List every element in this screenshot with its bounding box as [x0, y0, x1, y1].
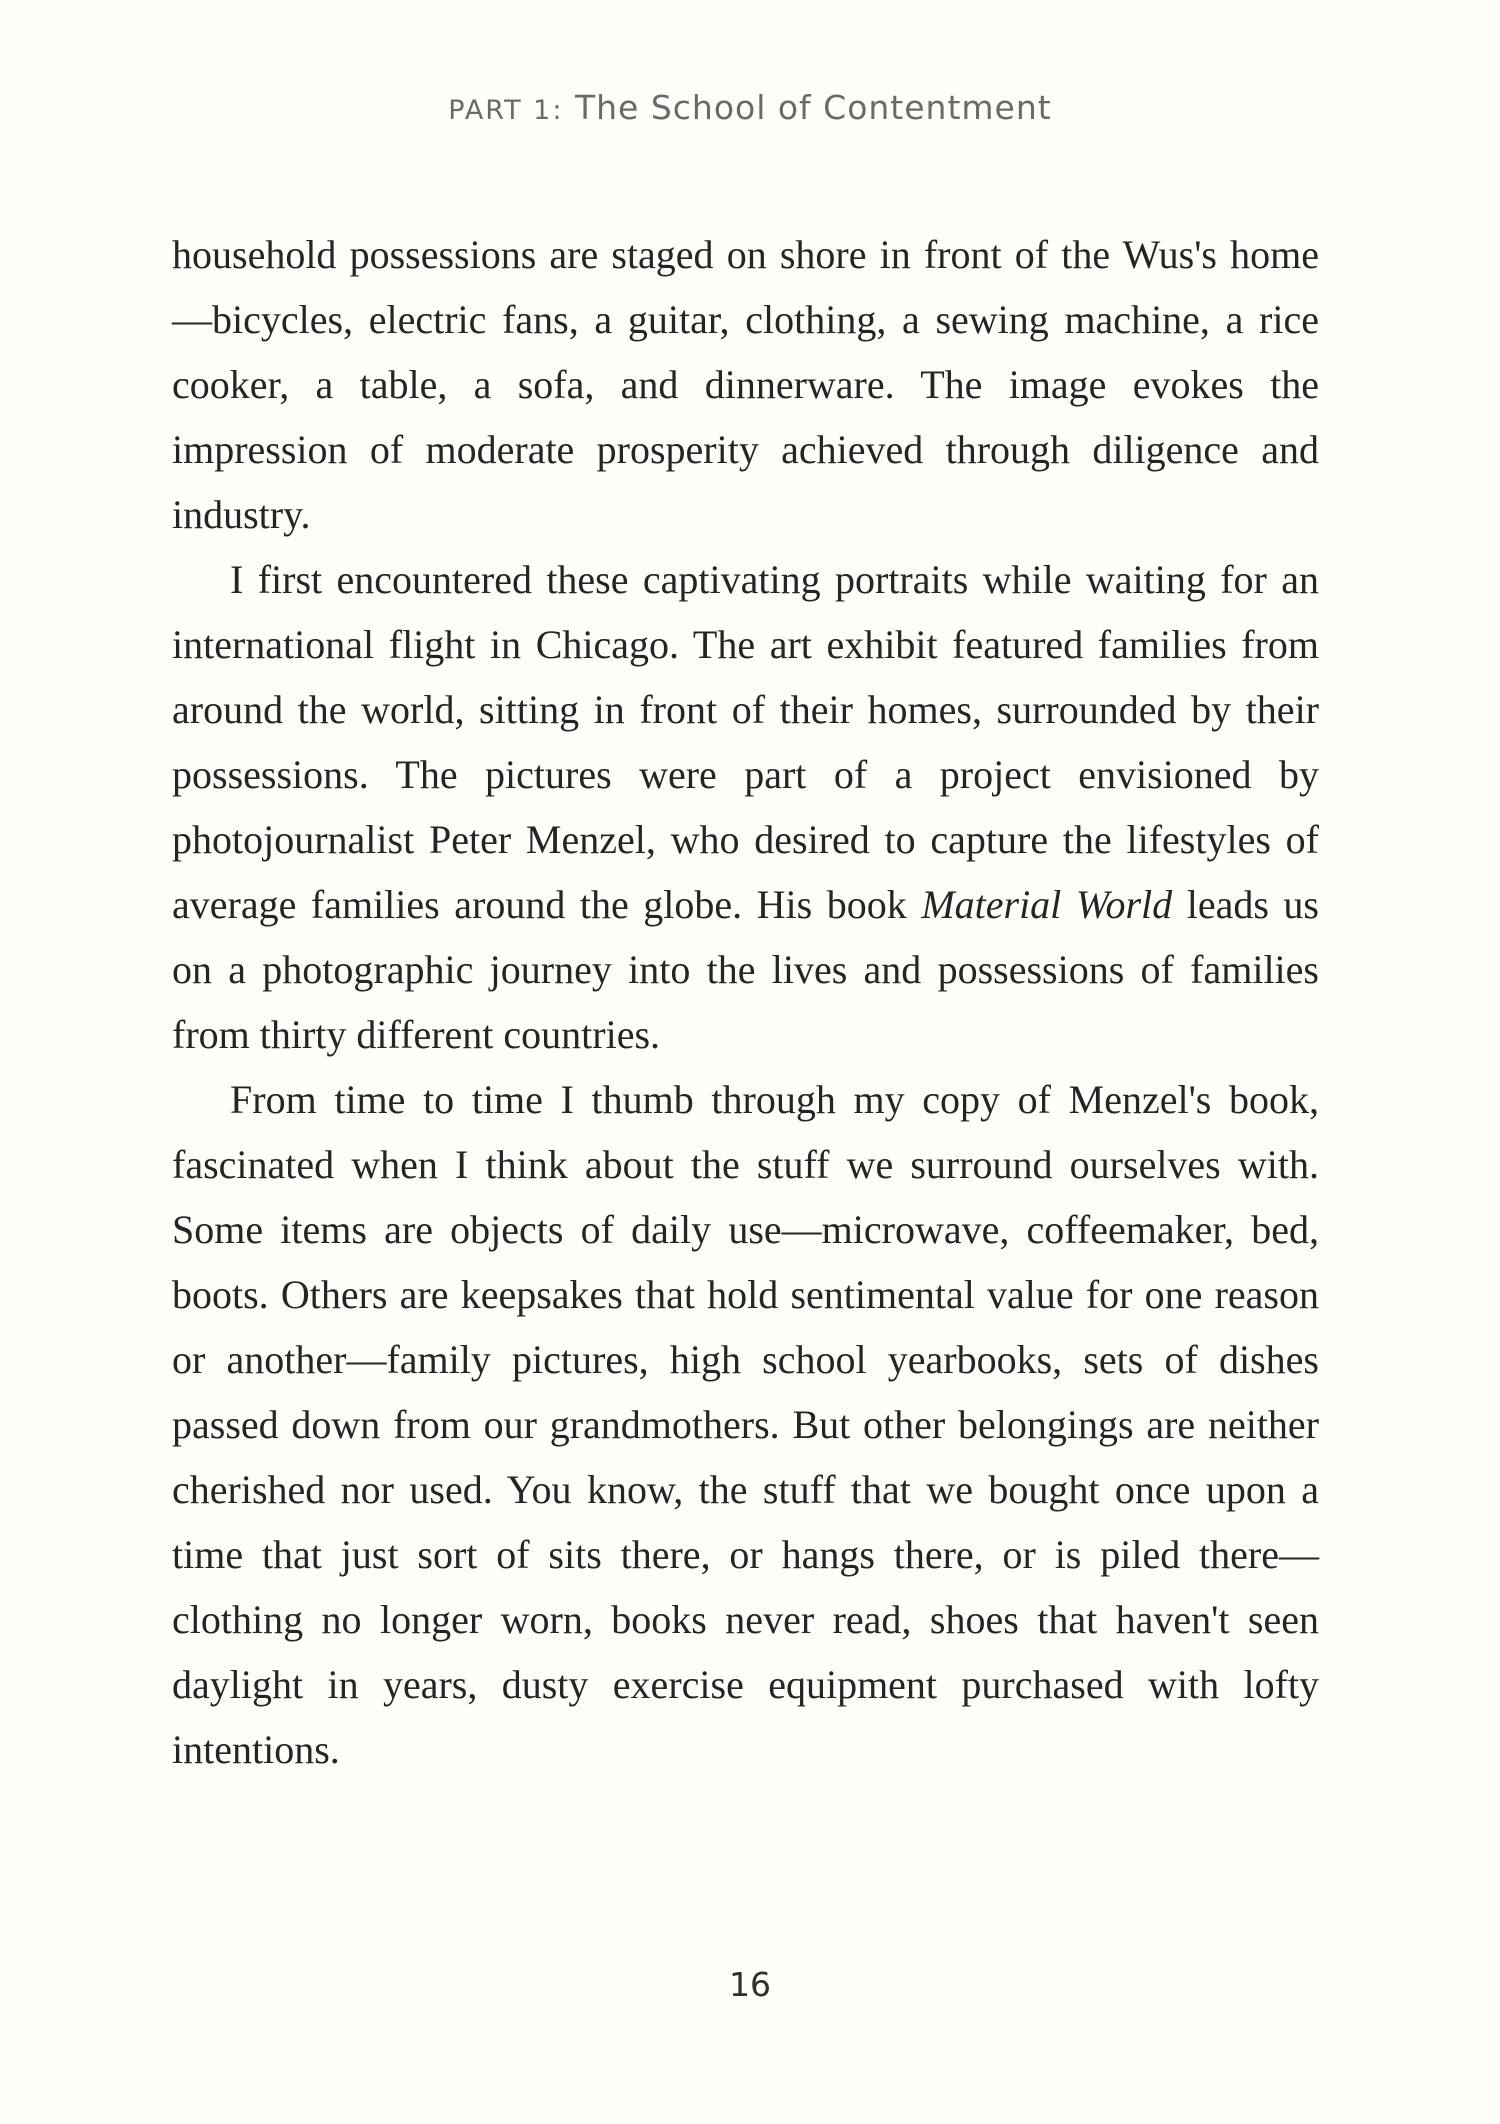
- paragraph-1: household possessions are staged on shore in front of the Wus's home—bicycles, electric fans, a guitar, clothing, a sewing machine, a rice cooker, a table, a sofa, and dinnerware. The image evokes the impression of moderate prosperity achieved through diligence and industry.: [172, 232, 1319, 537]
- paragraph-2-text: I first encountered these captivating portraits while waiting for an international flight in Chicago. The art exhibit featured families from around the world, sitting in front of their homes, surrounded by their possessions. The pictures were part of a project envisioned by photojournalist Peter Menzel, who desired to capture the lifestyles of average families around the globe. His book: [172, 557, 1319, 927]
- page-number: 16: [729, 1965, 771, 2004]
- chapter-title: The School of Contentment: [574, 88, 1052, 127]
- running-head: [0, 88, 1500, 127]
- paragraph-2: [172, 547, 1319, 1067]
- body-text: [172, 222, 1319, 1782]
- book-title-material-world: Material World: [921, 882, 1173, 927]
- paragraph-3: From time to time I thumb through my copy of Menzel's book, fascinated when I think about the stuff we surround ourselves with. Some items are objects of daily use—microwave, coffeemaker, bed, boots. Others are keepsakes that hold sentimental value for one reason or another—family pictures, high school yearbooks, sets of dishes passed down from our grandmothers. But other belongings are neither cherished nor used. You know, the stuff that we bought once upon a time that just sort of sits there, or hangs there, or is piled there—clothing no longer worn, books never read, shoes that haven't seen daylight in years, dusty exercise equipment purchased with lofty intentions.: [172, 1077, 1319, 1772]
- paragraph-2-text-end: leads us on a photographic journey into the lives and possessions of families from thirty different countries.: [172, 882, 1319, 1057]
- part-label: PART 1:: [448, 95, 564, 126]
